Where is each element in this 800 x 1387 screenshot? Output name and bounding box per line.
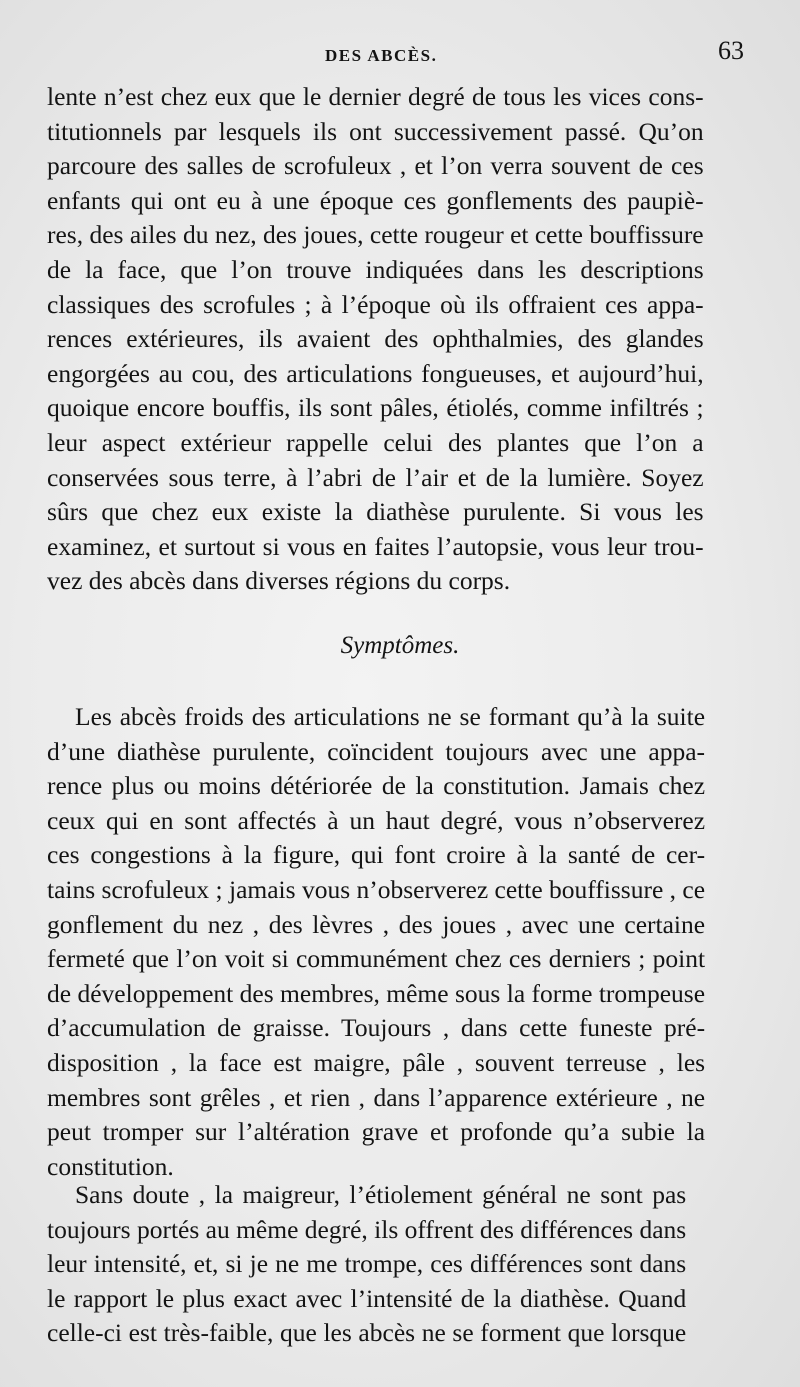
text-line: conservées sous terre, à l’abri de l’air et de la lumière. Soyez	[47, 462, 704, 492]
text-line: d’accumulation de graisse. Toujours , dans cette funeste pré-	[47, 1013, 706, 1043]
text-line: rences extérieures, ils avaient des ophthalmies, des glandes	[47, 324, 704, 354]
paragraph-2	[47, 700, 705, 1184]
text-line: peut tromper sur l’altération grave et profonde qu’a subie la	[47, 1117, 706, 1147]
paragraph-1	[47, 80, 704, 599]
text-line: res, des ailes du nez, des joues, cette rougeur et cette bouffissure	[47, 220, 704, 250]
text-line: ceux qui en sont affectés à un haut degré, vous n’observerez	[47, 805, 706, 835]
text-line: rence plus ou moins détériorée de la constitution. Jamais chez	[47, 771, 706, 801]
text-line: de développement des membres, même sous la forme trompeuse	[47, 978, 706, 1008]
text-line: celle-ci est très-faible, que les abcès ne se forment que lorsque	[47, 1318, 687, 1348]
text-line: titutionnels par lesquels ils ont successivement passé. Qu’on	[47, 116, 704, 146]
text-line: enfants qui ont eu à une époque ces gonflements des paupiè-	[47, 185, 704, 215]
text-line: disposition , la face est maigre, pâle , souvent terreuse , les	[47, 1047, 706, 1077]
text-line: sûrs que chez eux existe la diathèse purulente. Si vous les	[47, 497, 704, 527]
text-line: de la face, que l’on trouve indiquées dans les descriptions	[47, 254, 704, 284]
paragraph-3	[47, 1178, 686, 1351]
text-line: vez des abcès dans diverses régions du corps.	[47, 566, 511, 596]
page-number: 63	[718, 36, 744, 65]
text-line: le rapport le plus exact avec l’intensité de la diathèse. Quand	[47, 1283, 687, 1313]
section-title: Symptômes.	[340, 632, 460, 659]
text-line: ces congestions à la figure, qui font croire à la santé de cer-	[47, 840, 706, 870]
text-line: tains scrofuleux ; jamais vous n’observerez cette bouffissure , ce	[47, 874, 706, 904]
text-line: d’une diathèse purulente, coïncident toujours avec une appa-	[47, 736, 706, 766]
text-line: membres sont grêles , et rien , dans l’apparence extérieure , ne	[47, 1082, 706, 1112]
text-line: leur intensité, et, si je ne me trompe, ces différences sont dans	[47, 1249, 687, 1279]
text-line: constitution.	[47, 1151, 174, 1181]
text-line: classiques des scrofules ; à l’époque où ils offraient ces appa-	[47, 289, 704, 319]
text-line: fermeté que l’on voit si communément chez ces derniers ; point	[47, 944, 706, 974]
text-line: engorgées au cou, des articulations fongueuses, et aujourd’hui,	[47, 358, 704, 388]
text-line: leur aspect extérieur rappelle celui des plantes que l’on a	[47, 427, 704, 457]
text-line: lente n’est chez eux que le dernier degré de tous les vices cons-	[47, 82, 704, 111]
running-title: DES ABCÈS.	[325, 46, 438, 65]
text-line: examinez, et surtout si vous en faites l’autopsie, vous leur trou-	[47, 531, 704, 561]
text-line: parcoure des salles de scrofuleux , et l’on verra souvent de ces	[47, 151, 704, 181]
page-header	[0, 36, 800, 66]
text-line: quoique encore bouffis, ils sont pâles, étiolés, comme infiltrés ;	[47, 393, 704, 423]
text-line: Les abcès froids des articulations ne se formant qu’à la suite	[75, 702, 706, 731]
text-line: gonflement du nez , des lèvres , des joues , avec une certaine	[47, 909, 706, 939]
text-line: Sans doute , la maigreur, l’étiolement général ne sont pas	[75, 1180, 687, 1209]
text-line: toujours portés au même degré, ils offrent des différences dans	[47, 1214, 687, 1244]
